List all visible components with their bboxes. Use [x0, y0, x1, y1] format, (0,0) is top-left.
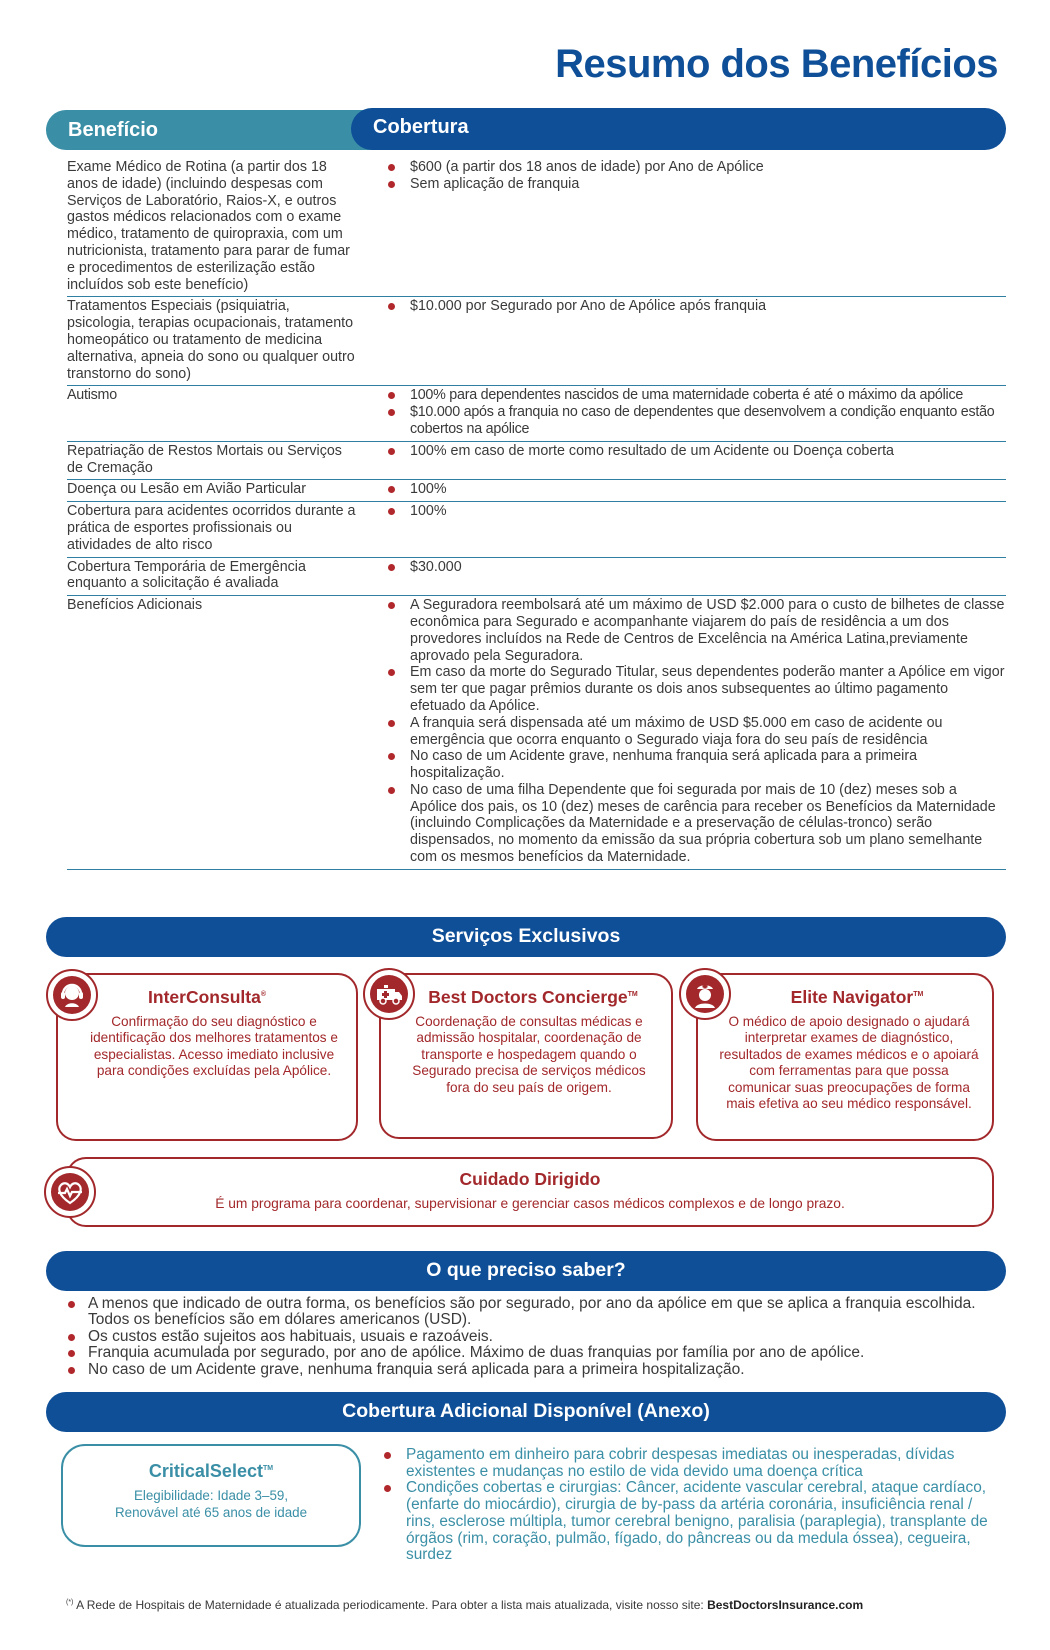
column-header-benefit: Benefício [46, 110, 406, 150]
coverage-cell [362, 298, 1006, 382]
criticalselect-eligibility: Elegibilidade: Idade 3–59, Renovável até 65 anos de idade [114, 1488, 308, 1520]
table-row [67, 442, 1006, 481]
coverage-item: No caso de um Acidente grave, nenhuma franquia será aplicada para a primeira hospitalização. [388, 748, 1006, 782]
footer-note: (*) A Rede de Hospitais de Maternidade é atualizada periodicamente. Para obter a lista mais atualizada, visite nosso site: BestDoctorsInsurance.com [66, 1598, 864, 1612]
criticalselect-list [384, 1447, 1000, 1564]
table-row [67, 480, 1006, 502]
table-row [67, 558, 1006, 597]
page-title: Resumo dos Benefícios [555, 42, 998, 86]
benefit-cell: Doença ou Lesão em Avião Particular [67, 481, 306, 498]
benefit-cell: Cobertura para acidentes ocorridos durante a prática de esportes profissionais ou atividades de alto risco [67, 503, 356, 553]
table-row [67, 596, 1006, 870]
footer-site-link[interactable]: BestDoctorsInsurance.com [707, 1598, 864, 1612]
service-title: InterConsulta® [148, 987, 266, 1007]
coverage-item: $600 (a partir dos 18 anos de idade) por Ano de Apólice [388, 159, 1006, 176]
coverage-item: 100% [388, 503, 1006, 520]
service-text: É um programa para coordenar, supervisionar e gerenciar casos médicos complexos e de longo prazo. [215, 1196, 845, 1211]
benefit-cell: Cobertura Temporária de Emergência enquanto a solicitação é avaliada [67, 558, 306, 592]
coverage-item: No caso de uma filha Dependente que foi segurada por mais de 10 (dez) meses sob a Apólice dos pais, os 10 (dez) meses de carência para receber os Benefícios da Maternidade (incluindo Complicações da Maternidade e a preservação de células-tronco) serão dispensados, no momento da emissão da sua própria cobertura sob um plano semelhante com os mesmos benefícios da Maternidade. [388, 782, 1006, 866]
benefit-cell: Benefícios Adicionais [67, 597, 203, 614]
column-header-coverage: Cobertura [351, 108, 1006, 150]
benefits-table [67, 158, 1006, 870]
list-item: Pagamento em dinheiro para cobrir despesas imediatas ou inesperadas, dívidas existentes e mudanças no estilo de vida devido uma doença crítica [384, 1447, 1000, 1480]
service-title: Elite Navigator™ [790, 987, 924, 1007]
coverage-cell [362, 597, 1006, 866]
table-row [67, 502, 1006, 557]
benefit-cell: Exame Médico de Rotina (a partir dos 18 anos de idade) (incluindo despesas com Serviços de Laboratório, Raios-X, e outros gastos médicos relacionados com o exame médico, tratamento de quiropraxia, com um nutricionista, tratamento para parar de fumar e procedimentos de esterilização estão incluídos sob este benefício) [67, 159, 350, 293]
coverage-item: $10.000 por Segurado por Ano de Apólice após franquia [388, 298, 1006, 315]
benefit-cell: Autismo [67, 387, 117, 404]
service-title: Best Doctors Concierge™ [428, 987, 638, 1007]
section-bar-saber: O que preciso saber? [46, 1251, 1006, 1291]
coverage-item: 100% [388, 481, 1006, 498]
service-text: Confirmação do seu diagnóstico e identificação dos melhores tratamentos e especialistas. Acesso imediato inclusive para condições excluídas pela Apólice. [90, 1014, 338, 1079]
service-card-concierge [379, 973, 673, 1139]
benefit-cell: Repatriação de Restos Mortais ou Serviços de Cremação [67, 442, 342, 476]
coverage-item: A franquia será dispensada até um máximo de USD $5.000 em caso de acidente ou emergência que ocorra enquanto o Segurado viaja fora do seu país de residência [388, 715, 1006, 749]
list-item: Os custos estão sujeitos aos habituais, usuais e razoáveis. [68, 1329, 998, 1345]
coverage-cell [362, 387, 1006, 437]
headset-icon [46, 969, 98, 1021]
service-card-navigator [696, 973, 994, 1141]
list-item: No caso de um Acidente grave, nenhuma franquia será aplicada para a primeira hospitalização. [68, 1362, 998, 1378]
coverage-item: Em caso da morte do Segurado Titular, seus dependentes poderão manter a Apólice em vigor sem ter que pagar prêmios durante os dois anos subsequentes ao último pagamento efetuado da Apólice. [388, 664, 1006, 714]
coverage-cell [362, 559, 1006, 593]
table-row [67, 386, 1006, 441]
service-text: O médico de apoio designado o ajudará interpretar exames de diagnóstico, resultados de exames médicos e o apoiará com ferramentas para que possa comunicar suas preocupações de forma mais efetiva ao seu médico responsável. [719, 1014, 979, 1112]
coverage-cell [362, 503, 1006, 553]
service-title: Cuidado Dirigido [459, 1169, 601, 1189]
list-item: A menos que indicado de outra forma, os benefícios são por segurado, por ano da apólice em que se aplica a franquia escolhida. Todos os benefícios são em dólares americanos (USD). [68, 1296, 998, 1329]
heart-pulse-icon [44, 1166, 96, 1218]
nurse-icon [679, 968, 731, 1020]
coverage-cell [362, 159, 1006, 293]
criticalselect-title: CriticalSelect™ [148, 1461, 274, 1481]
coverage-item: Sem aplicação de franquia [388, 176, 1006, 193]
service-card-interconsulta [56, 973, 358, 1141]
service-text: Coordenação de consultas médicas e admissão hospitalar, coordenação de transporte e hospedagem quando o Segurado precisa de serviços médicos fora do seu país de origem. [412, 1014, 646, 1095]
criticalselect-box [61, 1444, 361, 1547]
list-item: Franquia acumulada por segurado, por ano de apólice. Máximo de duas franquias por família por ano de apólice. [68, 1345, 998, 1361]
coverage-item: 100% para dependentes nascidos de uma maternidade coberta é até o máximo da apólice [388, 387, 1006, 404]
saber-list [68, 1296, 998, 1378]
coverage-item: 100% em caso de morte como resultado de um Acidente ou Doença coberta [388, 443, 1006, 460]
ambulance-icon [363, 968, 415, 1020]
list-item: Condições cobertas e cirurgias: Câncer, acidente vascular cerebral, ataque cardíaco, (enfarte do miocárdio), cirurgia de by-pass da artéria coronária, insuficiência renal / rins, esclerose múltipla, tumor cerebral benigno, paralisia (paraplegia), transplante de órgãos (rim, coração, pulmão, fígado, do pâncreas ou da medula óssea), cegueira, surdez [384, 1480, 1000, 1564]
table-row [67, 297, 1006, 386]
coverage-cell [362, 481, 1006, 498]
coverage-item: $10.000 após a franquia no caso de dependentes que desenvolvem a condição enquanto estão cobertos na apólice [388, 404, 1006, 438]
table-row [67, 158, 1006, 297]
table-header [46, 108, 1006, 148]
section-bar-services: Serviços Exclusivos [46, 917, 1006, 957]
benefit-cell: Tratamentos Especiais (psiquiatria, psicologia, terapias ocupacionais, tratamento homeopático ou tratamento de medicina alternativa, apneia do sono ou qualquer outro transtorno do sono) [67, 298, 355, 382]
coverage-item: A Seguradora reembolsará até um máximo de USD $2.000 para o custo de bilhetes de classe econômica para Segurado e acompanhante viajarem do país de residência a um dos provedores incluídos na Rede de Centros de Excelência na América Latina,previamente aprovado pela Seguradora. [388, 597, 1006, 664]
service-card-cuidado [66, 1157, 994, 1227]
coverage-cell [362, 443, 1006, 477]
coverage-item: $30.000 [388, 559, 1006, 576]
section-bar-adicional: Cobertura Adicional Disponível (Anexo) [46, 1392, 1006, 1432]
